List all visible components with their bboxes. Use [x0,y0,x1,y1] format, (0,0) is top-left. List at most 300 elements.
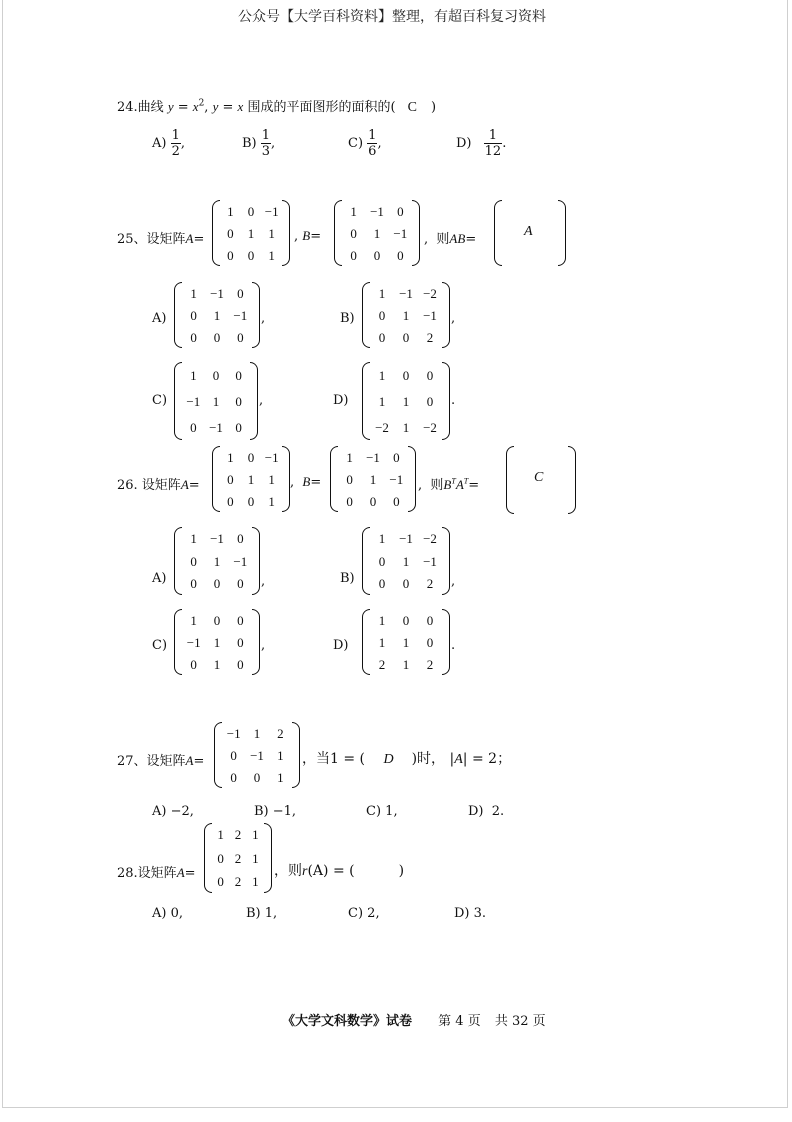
q26-b-label: B [302,474,311,489]
matrix-cell: 1 [252,873,259,889]
matrix-cell: −1 [389,471,404,487]
matrix-cell: 0 [393,493,400,509]
q26-option-b-sep: , [451,574,456,589]
q26-then-label: 则 [430,478,444,493]
q28-d-label-opt: D) [454,906,470,921]
matrix-cell: 1 [350,203,357,219]
q24-option-c-fraction [367,128,377,159]
q26-option-c-matrix [174,609,260,675]
q26-a-label: A [180,477,189,492]
q26-option-c-label: C) [152,638,168,653]
q27-d-val: 2. [491,804,505,819]
matrix-cell: 1 [213,634,221,650]
matrix-left-bracket [214,722,222,788]
q24-a-num: 1 [171,128,180,143]
matrix-cell: 0 [227,471,234,487]
q27-a-label: A [185,753,194,768]
q26-option-b-label: B) [340,571,355,586]
matrix-right-bracket [412,200,420,266]
q28-option-b [246,906,277,921]
q26-number: 26. 设矩阵 [117,478,181,493]
matrix-cell: 0 [393,449,400,465]
q24-b-sep: , [271,136,276,151]
q25-comma2: , [424,232,429,247]
q27-a-label-opt: A) [152,804,167,819]
matrix-cell: 1 [213,307,221,323]
q25-answer-matrix [494,200,566,266]
matrix-left-bracket [330,446,338,512]
q24-c-den: 6 [368,144,377,159]
q26-option-d-sep: . [451,638,456,653]
q26-option-d-label: D) [333,638,349,653]
q28-a-val: 0, [170,906,184,921]
matrix-cell: 0 [247,247,255,263]
q24-option-d [456,128,506,159]
matrix-cell: 0 [373,247,381,263]
q24-eq1: = [173,100,193,115]
matrix-cell: 1 [213,553,221,569]
matrix-right-bracket [252,282,260,348]
q24-b-den: 3 [261,144,271,159]
q24-b-num: 1 [261,128,271,143]
matrix-cell: −1 [264,203,279,219]
matrix-cell: 0 [227,493,234,509]
matrix-cell: 1 [227,449,234,465]
matrix-cell: −1 [226,725,241,741]
matrix-cell: 1 [402,656,410,672]
q26-a-eq: = [188,478,200,493]
q25-b-label: B [302,228,311,243]
matrix-cell: 0 [190,419,197,435]
matrix-right-bracket [282,446,290,512]
matrix-cell: 0 [402,612,410,628]
q28-a-label: A [176,865,185,880]
q24-d-den: 12 [484,144,502,159]
matrix-left-bracket [174,282,182,348]
q28-eq: = [184,866,196,881]
q24-option-a-fraction [171,128,181,159]
matrix-cell: 0 [217,850,224,866]
q27-number: 27、设矩阵 [117,754,186,769]
q24-option-c-label: C) [348,136,364,151]
matrix-cell: 1 [373,225,381,241]
matrix-left-bracket [334,200,342,266]
matrix-cell: 1 [227,203,234,219]
question-27 [117,750,204,769]
q26-option-a-matrix [174,527,260,595]
q26-answer-right-bracket [568,446,576,514]
matrix-cell: −2 [423,285,437,301]
matrix-cell: 0 [426,612,434,628]
matrix-cell: 0 [212,367,220,383]
q24-answer: C [407,100,418,115]
matrix-cell: 1 [402,393,410,409]
q28-a-label-opt: A) [152,906,167,921]
q24-text: 围成的平面图形的面积的( [247,100,396,115]
matrix-cell: 2 [277,725,284,741]
matrix-cell: 2 [378,656,386,672]
matrix-cell: 1 [190,530,197,546]
q24-option-b-label: B) [242,136,257,151]
q28-number: 28.设矩阵 [117,866,177,881]
matrix-right-bracket [442,362,450,440]
matrix-cell: −2 [423,419,437,435]
matrix-cell: 1 [402,419,410,435]
matrix-cell: 1 [268,225,275,241]
q28-close: ) [398,863,405,879]
q25-a-label: A [185,231,194,246]
matrix-cell: 1 [268,247,275,263]
q24-a-sep: , [180,136,186,151]
matrix-cell: 0 [378,576,386,592]
q25-ab: AB [449,231,466,246]
q28-option-d [454,906,486,921]
q24-d-sep: . [502,136,507,151]
matrix-cell: 2 [426,329,434,345]
q26-option-b-matrix [362,527,450,595]
matrix-cell: 0 [237,576,244,592]
matrix-cell: −1 [399,530,413,546]
matrix-cell: 0 [227,225,234,241]
q25-option-c-matrix [174,362,258,440]
q27-eq: = [193,754,205,769]
matrix-cell: 1 [217,827,224,843]
q26-matrix-a [212,446,290,512]
q28-rank [274,860,404,880]
q27-a-val: −2, [170,804,194,819]
q26-t2: T [463,476,469,486]
matrix-cell: −1 [209,419,223,435]
matrix-cell: 1 [369,471,377,487]
q26-then [418,474,479,493]
matrix-cell: 1 [402,553,410,569]
q25-option-b-sep: , [451,311,456,326]
matrix-cell: 0 [426,367,434,383]
matrix-cell: 1 [247,225,255,241]
q27-d-label-opt: D) [468,804,484,819]
matrix-cell: 0 [397,203,404,219]
q24-c-sep: , [377,136,382,151]
matrix-right-bracket [282,200,290,266]
q25-ab-eq: = [465,232,477,247]
q27-comma: ，当 [302,751,330,767]
matrix-right-bracket [442,609,450,675]
matrix-cell: 1 [378,612,386,628]
q28-then: ，则 [274,863,302,879]
matrix-cell: 0 [230,747,237,763]
matrix-cell: 0 [217,873,224,889]
q24-number: 24.曲线 [117,100,164,115]
matrix-cell: 1 [268,493,275,509]
q25-answer-left-bracket [494,200,502,266]
matrix-cell: 0 [230,769,237,785]
matrix-cell: 1 [277,747,284,763]
q26-bt: B [443,477,452,492]
matrix-cell: 1 [378,634,386,650]
matrix-right-bracket [408,446,416,512]
q26-answer: C [534,470,544,485]
matrix-cell: 0 [350,247,357,263]
matrix-left-bracket [174,362,182,440]
matrix-cell: 0 [402,576,410,592]
matrix-cell: −1 [399,285,413,301]
matrix-cell: 0 [237,329,244,345]
matrix-cell: 0 [378,307,386,323]
q26-answer-matrix [506,446,576,514]
matrix-cell: 0 [227,247,234,263]
matrix-cell: 0 [253,769,261,785]
q26-comma2: , [418,478,423,493]
matrix-cell: 0 [190,329,197,345]
q25-matrix-a [212,200,290,266]
q28-option-c [348,906,380,921]
q25-b-eq: = [310,229,322,244]
q28-matrix [204,823,272,893]
q27-b-label-opt: B) [254,804,269,819]
matrix-cell: 0 [346,493,353,509]
q25-number: 25、设矩阵 [117,232,186,247]
q27-matrix [214,722,300,788]
matrix-cell: 1 [277,769,284,785]
q24-option-d-fraction [484,128,503,159]
matrix-left-bracket [362,282,370,348]
matrix-cell: 0 [213,612,221,628]
matrix-cell: −1 [423,307,437,323]
matrix-cell: 1 [402,307,410,323]
q26-btat-eq: = [468,478,480,493]
q26-option-c-sep: , [261,638,266,653]
q24-y1: y [167,99,174,114]
q26-option-a-sep: , [261,574,266,589]
matrix-cell: 0 [190,576,197,592]
q25-option-c-label: C) [152,393,168,408]
matrix-cell: −1 [370,203,384,219]
matrix-cell: 0 [397,247,404,263]
q28-b-val: 1, [264,906,278,921]
q25-option-c-sep: , [259,393,264,408]
matrix-cell: 0 [378,329,386,345]
matrix-cell: 1 [190,285,197,301]
page-header: 公众号【大学百科资料】整理，有超百科复习资料 [238,9,546,25]
q27-det-a: A [454,752,463,767]
q27-close: )时， [411,751,446,767]
matrix-cell: 1 [252,850,259,866]
q27-det-right: | [462,751,468,767]
matrix-cell: 1 [253,725,261,741]
q24-eq2: = [218,100,238,115]
q27-b-val: −1, [272,804,297,819]
q24-y2: y [212,99,219,114]
matrix-cell: 0 [426,634,434,650]
q28-r: r [302,864,308,879]
q25-matrix-b [334,200,420,266]
q24-option-b [242,128,275,159]
q27-det-left: | [449,751,455,767]
q25-option-d-label: D) [333,393,349,408]
matrix-right-bracket [442,527,450,595]
q26-b-eq: = [310,475,322,490]
matrix-cell: −1 [210,530,224,546]
q24-x1: x [192,99,199,114]
matrix-right-bracket [442,282,450,348]
q27-eq2: = ( [338,751,366,767]
q26-matrix-b [330,446,416,512]
q27-condition [302,748,511,768]
matrix-cell: −1 [186,393,201,409]
q25-a-eq: = [193,232,205,247]
matrix-cell: 1 [190,612,197,628]
matrix-cell: −1 [264,449,279,465]
q28-option-a [152,906,183,921]
q25-b-intro [294,228,321,244]
matrix-cell: 0 [378,553,386,569]
matrix-cell: 0 [247,203,255,219]
matrix-cell: 2 [234,873,242,889]
matrix-left-bracket [362,609,370,675]
question-25 [117,228,204,247]
q24-a-den: 2 [171,144,180,159]
q25-option-a-label: A) [152,311,167,326]
matrix-cell: 0 [213,329,221,345]
matrix-left-bracket [174,609,182,675]
q27-c-label-opt: C) [366,804,382,819]
q24-exponent: 2 [198,98,205,109]
q25-option-d-sep: . [451,393,456,408]
matrix-cell: 0 [237,285,244,301]
q24-option-c [348,128,382,159]
matrix-cell: 1 [268,471,275,487]
matrix-left-bracket [174,527,182,595]
matrix-cell: 1 [378,530,386,546]
q28-b-label-opt: B) [246,906,261,921]
matrix-cell: 0 [402,329,410,345]
q25-option-b-label: B) [340,311,355,326]
q25-answer-right-bracket [558,200,566,266]
matrix-cell: −1 [366,449,380,465]
matrix-cell: 0 [346,471,353,487]
matrix-cell: 1 [190,367,197,383]
matrix-cell: 0 [235,419,242,435]
question-26 [117,474,200,493]
matrix-cell: 0 [247,493,255,509]
question-28 [117,862,196,881]
matrix-cell: 0 [237,656,244,672]
q26-at: A [455,477,464,492]
q28-c-label-opt: C) [348,906,364,921]
q25-answer: A [524,224,533,239]
matrix-cell: 0 [235,367,242,383]
q24-option-d-label: D) [456,136,472,151]
matrix-cell: 0 [247,449,255,465]
q25-then-label: 则 [436,232,450,247]
matrix-cell: 0 [235,393,242,409]
matrix-right-bracket [250,362,258,440]
q24-close: ) [431,100,437,115]
matrix-cell: 0 [426,393,434,409]
q26-option-a-label: A) [152,571,167,586]
q26-comma: , [290,475,295,490]
matrix-cell: −1 [250,747,264,763]
q27-option-b [254,804,296,819]
matrix-cell: 2 [426,576,434,592]
q25-option-d-matrix [362,362,450,440]
matrix-cell: −2 [375,419,389,435]
q25-comma: , [294,229,299,244]
matrix-cell: −1 [393,225,408,241]
matrix-cell: −1 [186,634,201,650]
matrix-cell: 0 [213,576,221,592]
q24-d-num: 1 [484,128,503,144]
footer-page: 第 4 页 [438,1014,481,1029]
q27-semicolon: ； [497,751,512,767]
q27-option-a [152,804,194,819]
q26-option-d-matrix [362,609,450,675]
footer-total: 共 32 页 [494,1014,546,1029]
q27-c-val: 1, [385,804,398,819]
matrix-cell: 2 [234,827,242,843]
q27-lambda: 1 [330,751,339,767]
matrix-cell: 1 [378,285,386,301]
matrix-right-bracket [252,609,260,675]
question-24 [117,96,436,116]
matrix-left-bracket [362,527,370,595]
matrix-cell: 0 [190,307,197,323]
q26-answer-left-bracket [506,446,514,514]
matrix-cell: 0 [402,367,410,383]
q27-option-d [468,804,504,819]
q27-det-value: = 2 [467,751,498,767]
matrix-cell: 0 [190,656,197,672]
matrix-cell: 1 [212,393,220,409]
matrix-cell: −1 [233,553,248,569]
matrix-cell: 0 [350,225,357,241]
q28-c-val: 2, [367,906,380,921]
q27-option-c [366,804,398,819]
page-footer [282,1010,546,1029]
matrix-cell: 2 [426,656,434,672]
matrix-cell: 1 [252,827,259,843]
q24-comma: , [204,100,209,115]
matrix-cell: 1 [346,449,353,465]
matrix-left-bracket [362,362,370,440]
q24-option-a-label: A) [152,136,167,151]
q28-d-val: 3. [473,906,487,921]
q24-option-a [152,128,185,159]
matrix-cell: 1 [213,656,221,672]
matrix-cell: −1 [210,285,224,301]
q26-t1: T [451,476,456,486]
matrix-cell: −2 [423,530,437,546]
matrix-cell: −1 [423,553,437,569]
matrix-cell: 0 [237,530,244,546]
q24-c-num: 1 [368,128,377,143]
matrix-cell: 0 [190,553,197,569]
q27-answer: D [383,752,394,767]
matrix-cell: 1 [378,367,386,383]
q24-x2: x [237,99,244,114]
matrix-cell: 0 [369,493,377,509]
q25-option-a-matrix [174,282,260,348]
matrix-cell: 0 [237,612,244,628]
matrix-cell: 2 [234,850,242,866]
matrix-cell: −1 [233,307,248,323]
matrix-right-bracket [252,527,260,595]
matrix-cell: 1 [378,393,386,409]
footer-title: 《大学文科数学》试卷 [282,1014,413,1029]
matrix-right-bracket [292,722,300,788]
q25-option-a-sep: , [261,311,266,326]
matrix-cell: 1 [402,634,410,650]
